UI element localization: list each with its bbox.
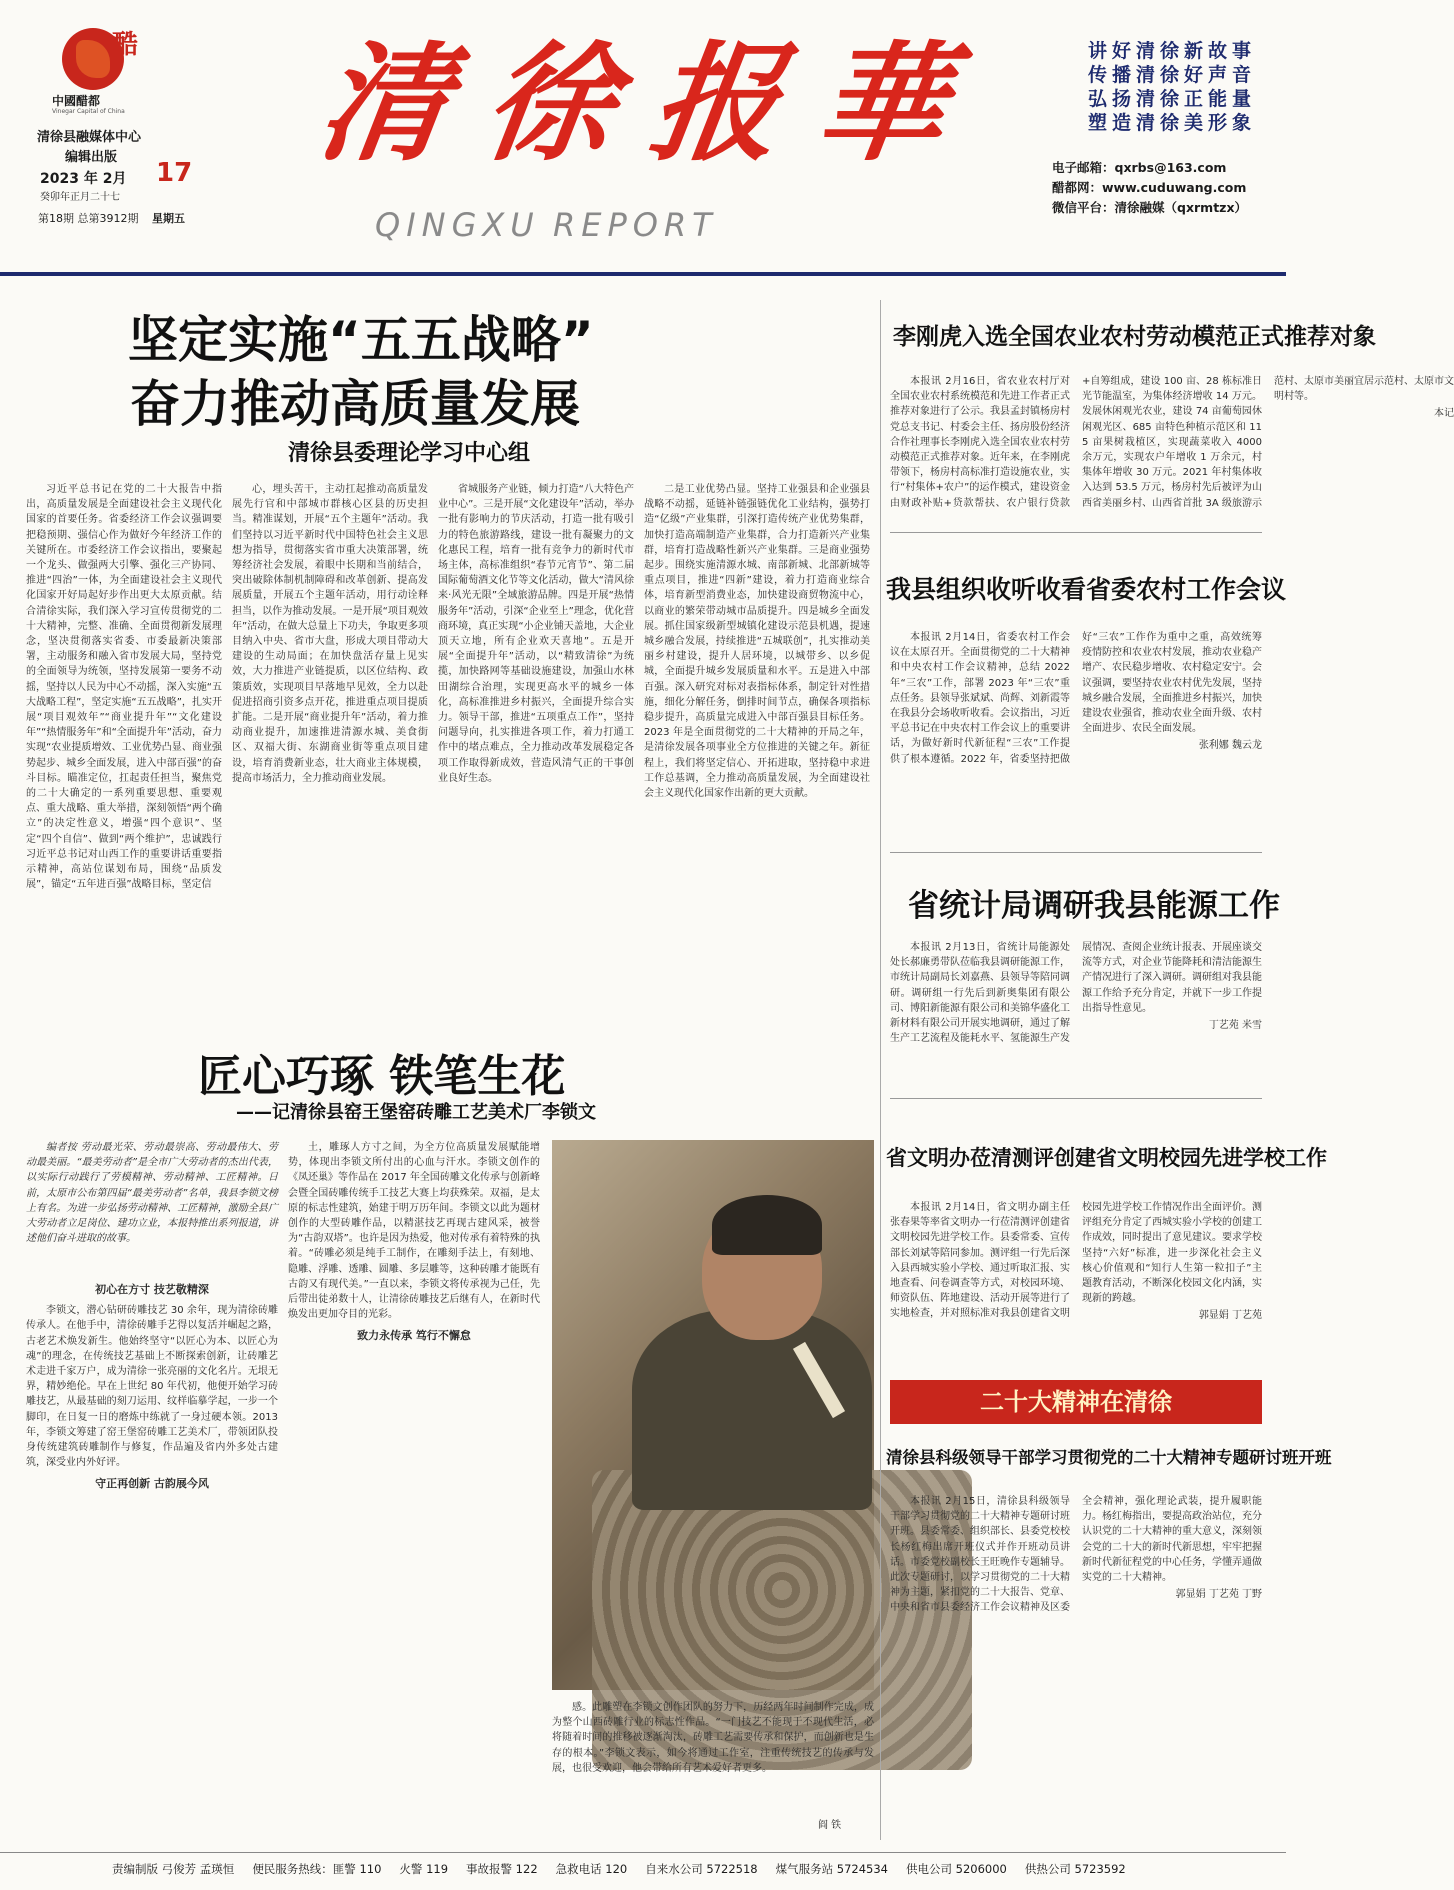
sidebar-article-1 [890, 374, 1454, 524]
sidebar-headline-1: 李刚虎入选全国农业农村劳动模范正式推荐对象 [893, 324, 1376, 350]
sidebar-headline-4: 省文明办莅清测评创建省文明校园先进学校工作 [886, 1146, 1327, 1170]
sidebar-article-3-author: 丁艺苑 米雪 [1208, 1020, 1262, 1032]
lead-headline-1: 坚定实施“五五战略” [128, 311, 594, 369]
lead-column-3-text: 省城服务产业链，倾力打造“八大特色产业中心”。三是开展“文化建设年”活动，举办一批有影响力的节庆活动，打造一批有吸引力的特色旅游路线，建设一批有凝聚力的文化惠民工程，培育一批有竞争力的新时代市场主体，高标准组织“春节元宵节”、第二届国际葡萄酒文化节等文化活动，做大“清风徐来·风光无限”全域旅游品牌。四是开展“热情服务年”活动，引深“企业至上”理念，优化营商环境，真正实现“小企业铺天盖地，大企业顶天立地，所有企业欢天喜地”。五是开展“全面提升年”活动，以“精致清徐”为统揽，加快路网等基础设施建设，加强山水林田湖综合治理，实现更高水平的城乡一体化，高标准推进乡村振兴，全面提升综合实力。领导干部，推进“五项重点工作”，坚持问题导向，扎实推进各项工作，着力打通工作中的堵点难点，全力推动改革发展稳定各项工作取得新成效，营造风清气正的干事创业良好生态。 [438, 484, 634, 784]
footer-editor: 责编制版 弓俊芳 孟瑛恒 [112, 1861, 235, 1876]
editor-note [26, 1140, 278, 1270]
feature-subhead-1: 初心在方寸 技艺敬精深 [95, 1283, 209, 1296]
sidebar-article-1-body: 本报讯 2月16日，省农业农村厅对全国农业农村系统模范和先进工作者正式推荐对象进行了公示。我县孟封镇杨房村党总支书记、村委会主任、扬房股份经济合作社理事长李刚虎入选全国农业农村劳动模范正式推荐对象。近年来，在李刚虎带领下，杨房村高标准打造设施农业，实行“村集体+农户”的运作模式，建设资金由财政补贴+贷款帮扶、农户银行贷款+自筹组成，建设 100 亩、28 栋标准日光节能温室，为集体经济增收 14 万元。发展休闲观光农业，建设 74 亩葡萄园休闲观光区、685 亩特色种植示范区和 115 亩果树栽植区，实现蔬菜收入 4000 余万元，实现农户年增收 1 万余元，村集体年增收 30 万元。2021 年村集体收入达到 53.5 万元，杨房村先后被评为山西省美丽乡村、山西省首批 3A 级旅游示范村、太原市美丽宜居示范村、太原市文明村等。 [890, 376, 1454, 509]
feature-author: 阎 铁 [818, 1820, 842, 1831]
slogan-1: 讲好清徐新故事 [1087, 40, 1256, 62]
footer-hotline-accident: 事故报警 122 [466, 1861, 538, 1876]
footer-heating: 供热公司 5723592 [1024, 1861, 1126, 1876]
sidebar-article-3 [890, 940, 1262, 1090]
slogan-2: 传播清徐好声音 [1087, 64, 1256, 86]
footer-hotline-police: 便民服务热线：匪警 110 [252, 1861, 382, 1876]
sidebar-article-4-body: 本报讯 2月14日，省文明办副主任张春果等率省文明办一行莅清测评创建省文明校园先进学校工作。县委常委、宣传部长刘斌等陪同参加。测评组一行先后深入县西城实验小学校、通过听取汇报、实地查看、问卷调查等方式，对校园环境、师资队伍、阵地建设、活动开展等进行了实地检查，并对照标准对我县创建省文明校园先进学校工作情况作出全面评价。测评组充分肯定了西城实验小学校的创建工作成效，同时提出了意见建议。要求学校坚持“六好”标准，进一步深化社会主义核心价值观和“知行人生第一粒扣子”主题教育活动，不断深化校园文化内涵，实现新的跨越。 [890, 1202, 1262, 1320]
sidebar-article-2-body: 本报讯 2月14日，省委农村工作会议在太原召开。全面贯彻党的二十大精神和中央农村工作会议精神，总结 2022 年“三农”工作，部署 2023 年“三农”重点任务。县领导张斌斌、尚辉、刘新霞等在我县分会场收听收看。会议指出，习近平总书记在中央农村工作会议上的重要讲话，为做好新时代新征程“三农”工作提供了根本遵循。2022 年，省委坚持把做好“三农”工作作为重中之重，高效统筹疫情防控和农业农村发展，推动农业稳产增产、农民稳步增收、农村稳定安宁。会议强调，要坚持农业农村优先发展，坚持城乡融合发展，全面推进乡村振兴，加快建设农业强省，推动农业全面升级、农村全面进步、农民全面发展。 [890, 632, 1262, 765]
logo-brand-en: Vinegar Capital of China [52, 108, 125, 115]
footer-hotline-fire: 火警 119 [399, 1861, 449, 1876]
issue-day: 17 [156, 158, 193, 188]
editor-note-text: 编者按 劳动最光荣、劳动最崇高、劳动最伟大、劳动最美丽。“最美劳动者”是全市广大劳动者的杰出代表，以实际行动践行了劳模精神、劳动精神、工匠精神。日前，太原市公布第四届“最美劳动者”名单，我县李锁文榜上有名。为进一步弘扬劳动精神、工匠精神，激励全县广大劳动者立足岗位、建功立业，本报特推出系列报道，讲述他们奋斗进取的故事。 [26, 1142, 278, 1245]
craftsman-hair [712, 1195, 822, 1255]
lead-column-1-text: 习近平总书记在党的二十大报告中指出，高质量发展是全面建设社会主义现代化国家的首要任务。省委经济工作会议强调要把稳预期、强信心作为做好今年经济工作的关键所在。市委经济工作会议指出，要聚起一个龙头、做强两大引擎、强化三产协同、推进“四治”一体，为全面建设社会主义现代化国家开好局起好步作出更大太原贡献。结合清徐实际，我们深入学习宣传贯彻党的二十大精神，完整、准确、全面贯彻新发展理念，坚决贯彻落实省委、市委最新决策部署，主动服务和融入省市发展大局，坚持党的全面领导为统领，坚持发展第一要务不动摇，坚持以人民为中心不动摇，深入实施“五大战略工程”，坚定实施“五五战略”，扎实开展“项目观效年”“商业提升年”“文化建设年”“热情服务年”和“全面提升年”活动，奋力实现“农业提质增效、工业优势凸显、商业强势起步、城乡全面发展，进入中部百强”的奋斗目标。瞄准定位，扛起责任担当，聚焦党的二十大确定的一系列重要思想、重要观点、重大战略、重大举措，深刻领悟“两个确立”的决定性意义，增强“四个意识”、坚定“四个自信”、做到“两个维护”，忠诚践行习近平总书记对山西工作的重要讲话重要指示精神，高站位谋划布局，围绕“品质发展”，锚定“五年进百强”战略目标，坚定信 [26, 484, 222, 891]
publisher: 清徐县融媒体中心 [37, 130, 142, 145]
footer-hotline-ambulance: 急救电话 120 [555, 1861, 628, 1876]
sidebar-article-1-author: 本记 [1434, 408, 1454, 420]
lead-column-3 [438, 482, 634, 987]
feature-subline: ——记清徐县窑王堡窑砖雕工艺美术厂李锁文 [236, 1102, 596, 1123]
sidebar-article-4-author: 郭显娟 丁艺苑 [1198, 1310, 1262, 1322]
feature-column-3-text: 感。此雕塑在李锁文创作团队的努力下，历经两年时间制作完成，成为整个山西砖雕行业的标志性作品。“一门技艺不能现于不现代生活，必将随着时间的推移被逐渐淘汰，砖雕工艺需要传承和保护，而创新也是生存的根本。”李锁文表示，如今将通过工作室，注重传统技艺的传承与发展，也很受欢迎，他会带给所有艺术爱好者更多。 [552, 1702, 874, 1774]
sidebar-rule-3 [890, 1098, 1262, 1099]
sidebar-headline-2: 我县组织收听收看省委农村工作会议 [886, 575, 1287, 604]
sidebar-headline-5: 清徐县科级领导干部学习贯彻党的二十大精神专题研讨班开班 [886, 1448, 1332, 1467]
sidebar-article-2 [890, 630, 1262, 842]
weekday: 星期五 [152, 212, 185, 225]
sidebar-rule-1 [890, 532, 1262, 533]
lead-column-4-text: 二是工业优势凸显。坚持工业强县和企业强县战略不动摇，延链补链强链优化工业结构，强势打造“亿级”产业集群，引深打造传统产业优势集群，加快打造高端制造产业集群，合力打造新兴产业集群，培育打造战略性新兴产业集群。三是商业强势起步。围绕实施清源水城、南部新城、北部新城等重点项目，推进“四新”建设，着力打造商业综合体，培育新型消费业态，加快建设商贸物流中心，以商业的繁荣带动城市品质提升。四是城乡全面发展。抓住国家级新型城镇化建设示范县机遇，提速城乡融合发展，持续推进“五城联创”，扎实推动美丽乡村建设，提升人居环境，以城带乡、以乡促城，全面提升城乡发展质量和水平。五是进入中部百强。深入研究对标对表指标体系，制定针对性措施，细化分解任务，倒排时间节点，确保各项指标稳步提升，高质量完成进入中部百强县目标任务。2023 年是全面贯彻党的二十大精神的开局之年，是清徐发展各项事业全方位推进的关键之年。新征程上，我们将坚定信心、开拓进取，坚持稳中求进工作总基调，全力推动高质量发展，为全面建设社会主义现代化国家作出新的更大贡献。 [644, 484, 870, 800]
feature-column-1 [26, 1276, 278, 1824]
lunar-date: 癸卯年正月二十七 [40, 192, 120, 203]
feature-subhead-2: 致力永传承 笃行不懈怠 [357, 1329, 471, 1343]
feature-column-2-text: 土，雕琢人方寸之间，为全方位高质量发展赋能增势，体现出李锁文所付出的心血与汗水。李锁文创作的《凤还巢》等作品在 2017 年全国砖雕文化传承与创新峰会暨全国砖雕传统手工技艺大赛上均获殊荣。双福，是太原的标志性建筑，始建于明万历年间。李锁文以此为题材创作的大型砖雕作品，以精湛技艺再现古建风采，被誉为“古韵双塔”。也许是因为热爱，他对传承有着特殊的执着。“砖雕必须是纯手工制作，在雕刻手法上，有刻地、隐雕、浮雕、透雕、圆雕、多层雕等，这种砖雕才能既有古韵又有现代美。”一直以来，李锁文将传承视为己任，先后带出徒弟数十人，让清徐砖雕技艺后继有人，在新时代焕发出更加夺目的光彩。 [288, 1142, 540, 1321]
newspaper-title: 清徐报華 [309, 29, 995, 179]
sidebar-article-5-author: 郭显娟 丁艺苑 丁野 [1175, 1589, 1262, 1601]
section-banner: 二十大精神在清徐 [890, 1380, 1262, 1424]
footer-gas: 煤气服务站 5724534 [775, 1861, 888, 1876]
issue-date: 2023 年 2月 [40, 171, 127, 187]
feature-column-1-text: 李锁文，潜心钻研砖雕技艺 30 余年，现为清徐砖雕传承人。在他手中，清徐砖雕手艺得以复活并崛起之路，古老艺术焕发新生。他始终坚守“以匠心为本、以匠心为魂”的理念，在传统技艺基础上不断探索创新，让砖雕艺术走进千家万户，成为清徐一张亮丽的文化名片。无垠无界，精妙绝伦。早在上世纪 80 年代初，他便开始学习砖雕技艺，从最基础的刻刀运用、纹样临摹学起，一步一个脚印，在日复一日的磨炼中练就了一身过硬本领。2013 年，李锁文筹建了窑王堡窑砖雕工艺美术厂，带领团队投身传统建筑砖雕制作与修复，作品遍及省内外多处古建筑，深受业内外好评。 [26, 1305, 278, 1469]
lead-column-1 [26, 482, 222, 987]
sidebar-article-4 [890, 1200, 1262, 1366]
sidebar-article-5 [890, 1494, 1262, 1840]
feature-column-2 [288, 1140, 540, 1824]
feature-subhead-3: 守正再创新 古韵展今风 [95, 1477, 209, 1491]
footer-power: 供电公司 5206000 [906, 1861, 1007, 1876]
contact-website: 醋都网：www.cuduwang.com [1052, 180, 1247, 195]
lead-column-2 [232, 482, 428, 987]
lead-headline-2: 奋力推动高质量发展 [130, 375, 580, 433]
lead-column-2-text: 心，埋头苦干，主动扛起推动高质量发展先行官和中部城市群核心区县的历史担当。精准谋划，开展“五个主题年”活动。我们坚持以习近平新时代中国特色社会主义思想为指导，贯彻落实省市重大决策部署，统筹经济社会发展，着眼中长期和当前结合，突出破除体制机制障碍和改革创新、提高发展质量，开展五个主题年活动，用行动诠释担当，以作为推动发展。一是开展“项目观效年”活动，在做大总量上下功夫，争取更多项目纳入中央、省市大盘，形成大项目带动大建设的生动局面；在加快盘活存量上见实效，大力推进产业链提质，以区位结构、政策质效，实现项目早落地早见效，全力以赴促进招商引资多点开花，推进重点项目提质扩能。二是开展“商业提升年”活动，着力推动商业提升，加速推进清源水城、美食街区、双福大街、东湖商业街等重点项目建设，培育消费新业态，壮大商业主体规模，提高市场活力，全力推动商业发展。 [232, 484, 428, 784]
masthead-rule [0, 272, 1286, 276]
sidebar-divider [880, 300, 881, 1840]
feature-headline: 匠心巧琢 铁笔生花 [198, 1051, 566, 1102]
sidebar-headline-3: 省统计局调研我县能源工作 [908, 888, 1280, 924]
masthead [0, 0, 1286, 278]
sidebar-article-3-body: 本报讯 2月13日，省统计局能源处处长郝廉勇带队莅临我县调研能源工作，市统计局副局长刘嘉燕、县领导等陪同调研。调研组一行先后到新奥集团有限公司、博阳新能源有限公司和美锦华盛化工新材料有限公司开展实地调研，通过了解生产工艺流程及能耗水平、氢能源生产发展情况、查阅企业统计报表、开展座谈交流等方式，对企业节能降耗和清洁能源生产情况进行了深入调研。调研组对我县能源工作给予充分肯定，并就下一步工作提出指导性意见。 [890, 942, 1262, 1045]
slogan-3: 弘扬清徐正能量 [1087, 88, 1256, 110]
lead-column-4 [644, 482, 870, 987]
logo-brand: 中國醋都 [52, 94, 101, 108]
craftsman-photo [552, 1140, 874, 1690]
title-pinyin-left: QINGXU [375, 206, 540, 244]
contact-wechat: 微信平台：清徐融媒（qxrmtzx） [1052, 200, 1248, 215]
logo-char: 酷 [111, 30, 138, 60]
sidebar-article-5-body: 本报讯 2月15日，清徐县科级领导干部学习贯彻党的二十大精神专题研讨班开班。县委常委、组织部长、县委党校校长杨红梅出席开班仪式并作开班动员讲话。市委党校副校长王旺晚作专题辅导。此次专题研讨，以学习贯彻党的二十大精神为主题，紧扣党的二十大报告、党章、中央和省市县委经济工作会议精神及区委全会精神，强化理论武装，提升履职能力。杨红梅指出，要提高政治站位，充分认识党的二十大精神的重大意义，深刻领会党的二十大的新时代新思想，牢牢把握新时代新征程党的中心任务，学懂弄通做实党的二十大精神。 [890, 1496, 1262, 1614]
title-pinyin-right: REPORT [553, 206, 718, 244]
issue-number: 第18期 总第3912期 [38, 212, 139, 225]
edit-line: 编辑出版 [65, 150, 118, 165]
sidebar-article-2-author: 张利娜 魏云龙 [1198, 740, 1262, 752]
lead-byline: 清徐县委理论学习中心组 [288, 441, 531, 466]
footer-water: 自来水公司 5722518 [645, 1861, 758, 1876]
footer-bar [0, 1852, 1286, 1884]
sidebar-rule-2 [890, 852, 1262, 853]
slogan-4: 塑造清徐美形象 [1087, 112, 1256, 134]
vinegar-capital-logo [62, 28, 138, 90]
feature-column-3 [552, 1700, 874, 1812]
contact-email: 电子邮箱：qxrbs@163.com [1052, 160, 1227, 175]
